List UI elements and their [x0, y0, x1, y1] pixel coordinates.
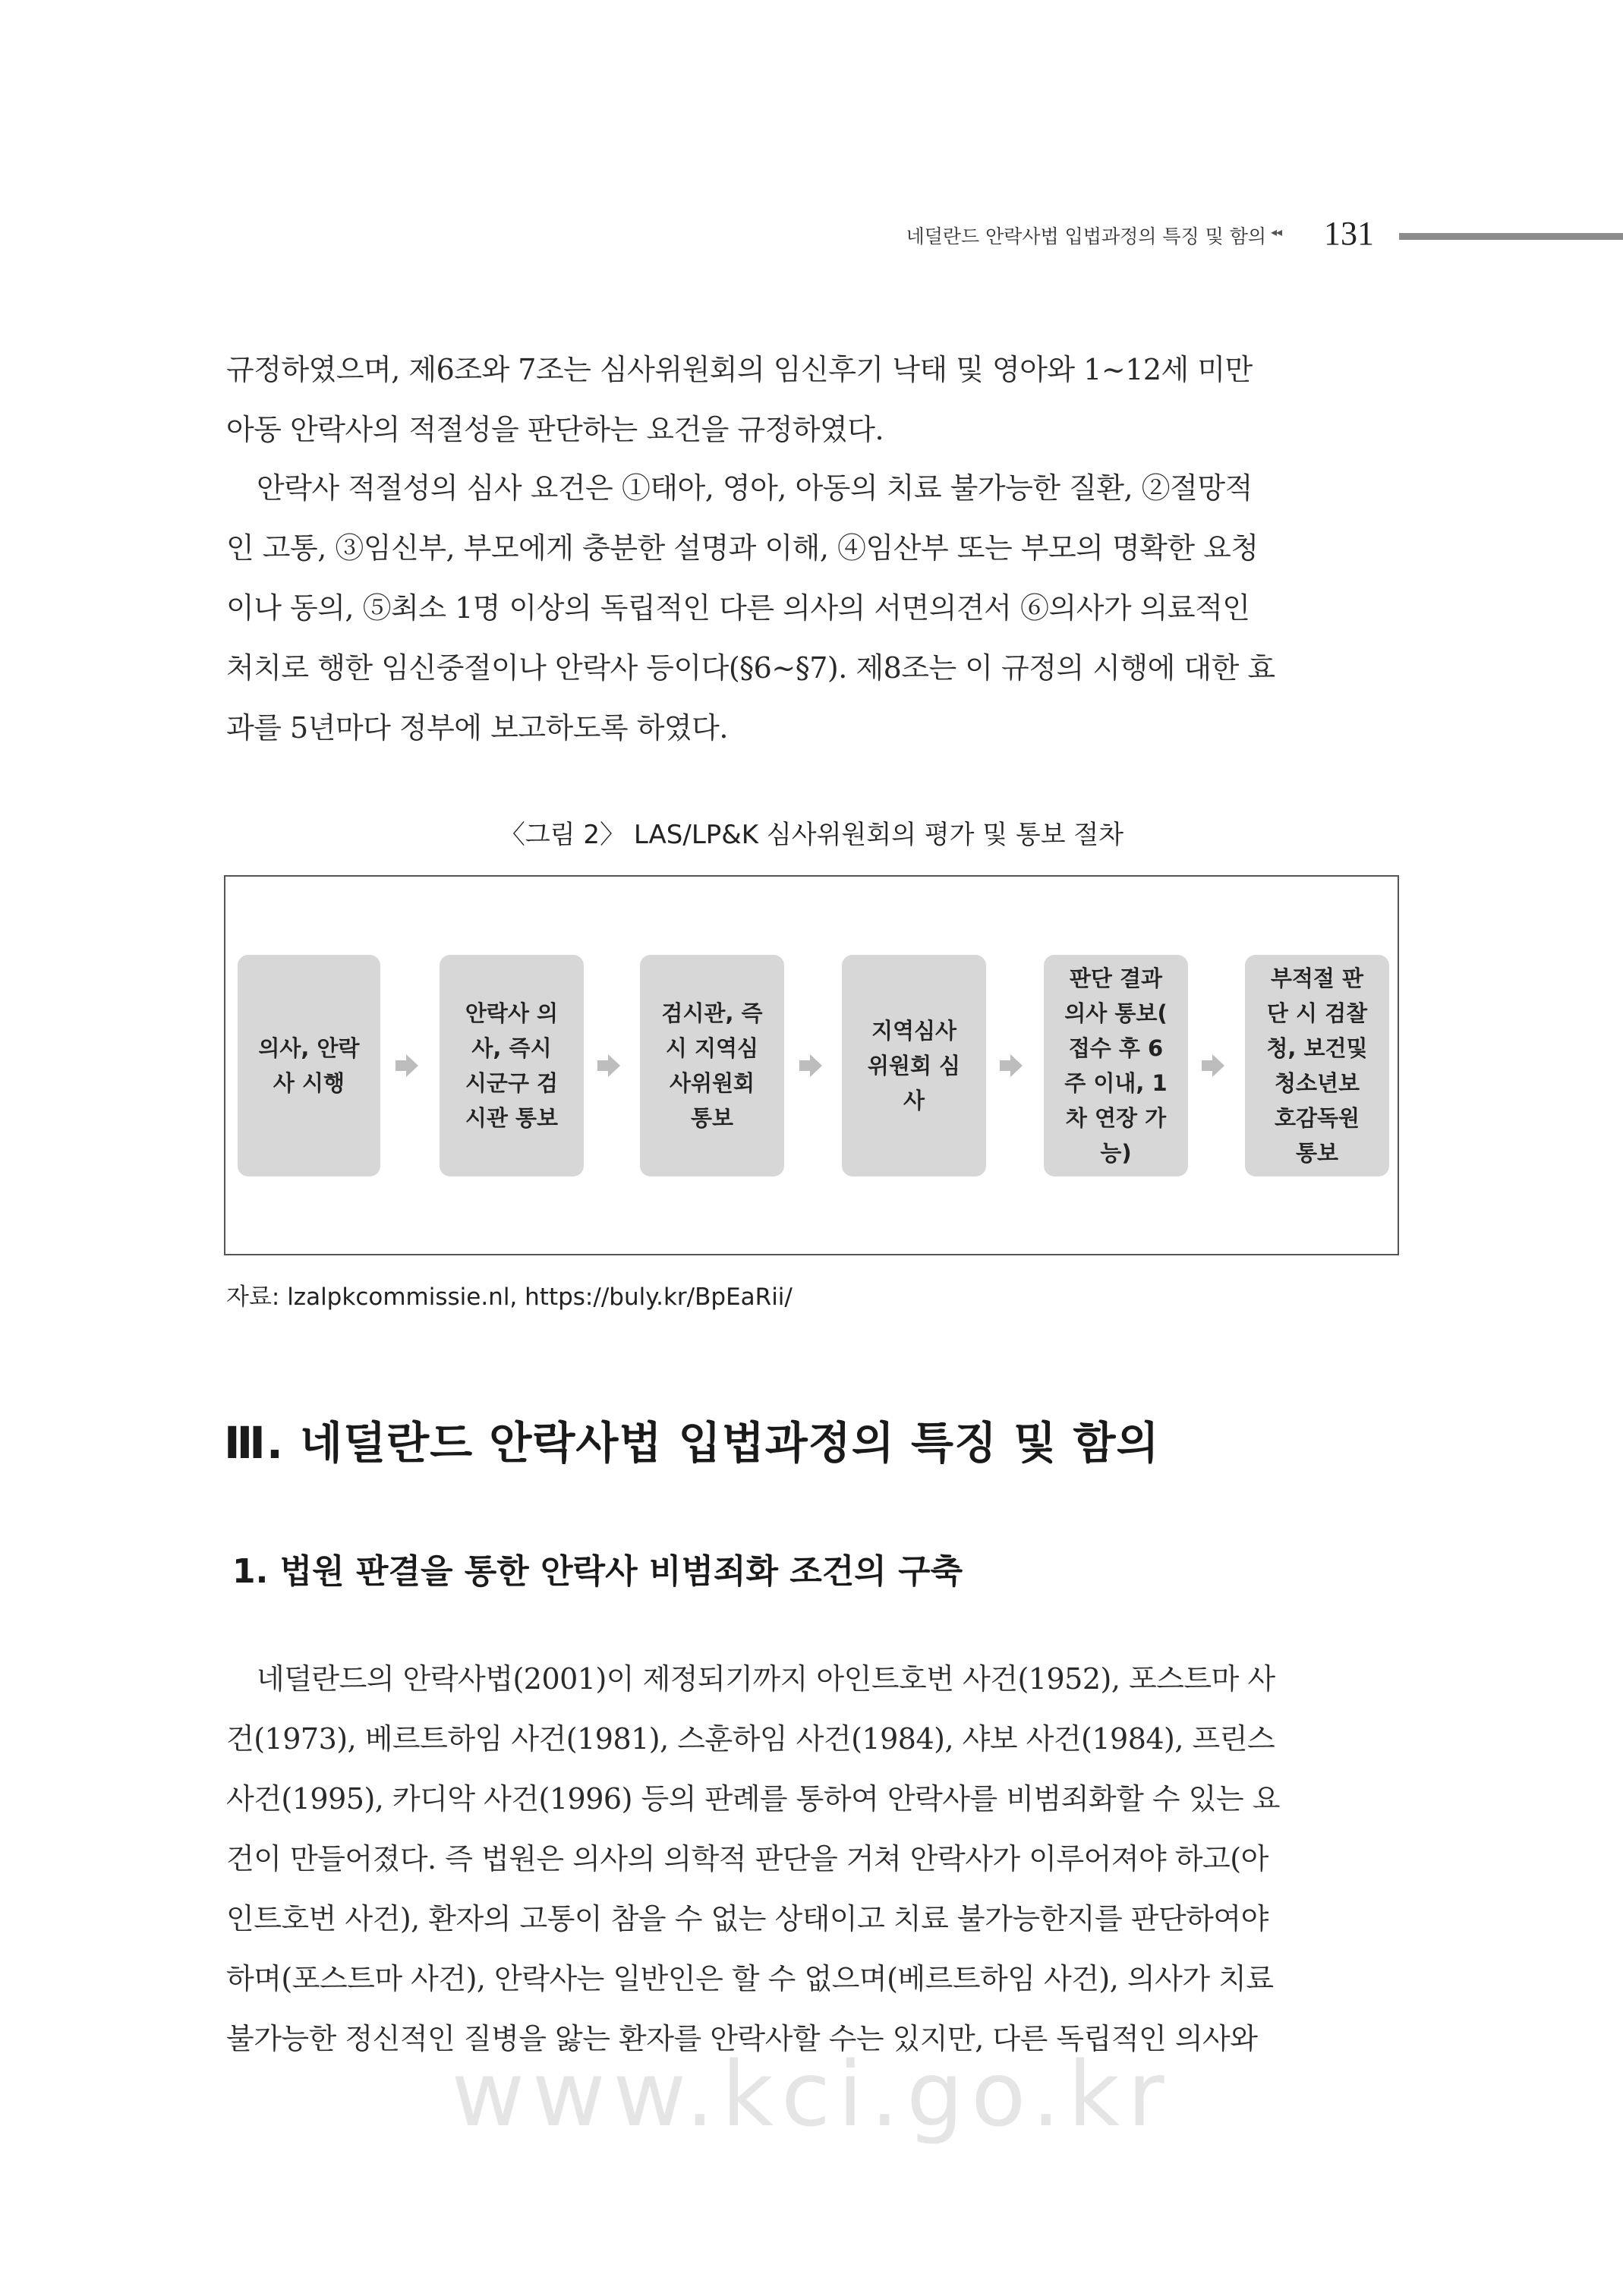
paragraph-line: 처치로 행한 임신중절이나 안락사 등이다(§6~§7). 제8조는 이 규정의 시행에 대한 효: [226, 651, 1275, 685]
paragraph-line: 아동 안락사의 적절성을 판단하는 요건을 규정하였다.: [226, 413, 884, 446]
flow-step-4: [842, 955, 986, 1176]
step-text-line: 단 시 검찰: [1266, 1000, 1368, 1026]
step-text-line: 의사 통보(: [1064, 1000, 1168, 1026]
paragraph-3: [226, 1649, 1401, 2069]
step-text-line: 부적절 판: [1270, 965, 1364, 991]
step-text-line: 차 연장 가: [1065, 1105, 1167, 1131]
paragraph-line: 규정하였으며, 제6조와 7조는 심사위원회의 임신후기 낙태 및 영아와 1~12세 미만: [226, 353, 1253, 386]
step-text-line: 시군구 검: [465, 1070, 559, 1096]
running-header: [0, 214, 1623, 260]
step-text-line: 지역심사: [871, 1018, 957, 1044]
step-text-line: 접수 후 6: [1068, 1035, 1164, 1061]
step-text-line: 사위원회: [669, 1070, 755, 1096]
step-text-line: 청, 보건및: [1266, 1035, 1368, 1061]
arrow-right-icon: [1000, 1053, 1023, 1079]
flow-step-5: [1044, 955, 1188, 1176]
step-text-line: 위원회 심: [867, 1053, 961, 1079]
arrow-right-icon: [799, 1053, 822, 1079]
paragraph-1: [226, 340, 1401, 460]
process-flow-figure: [224, 875, 1399, 1255]
step-text-line: 호감독원: [1274, 1105, 1360, 1131]
flow-step-6: [1245, 955, 1389, 1176]
step-text-line: 통보: [690, 1105, 733, 1131]
step-text-line: 주 이내, 1: [1064, 1070, 1168, 1096]
paragraph-line: 인 고통, ③임신부, 부모에게 충분한 설명과 이해, ④임산부 또는 부모의 명확한 요청: [226, 531, 1259, 565]
header-rule: [1399, 233, 1623, 240]
step-text-line: 청소년보: [1274, 1070, 1360, 1096]
paragraph-2: [226, 458, 1401, 758]
double-arrow-left-icon: ◂◂: [1271, 225, 1282, 239]
step-text-line: 검시관, 즉: [661, 1000, 763, 1026]
paragraph-line: 이나 동의, ⑤최소 1명 이상의 독립적인 다른 의사의 서면의견서 ⑥의사가 의료적인: [226, 591, 1250, 625]
flow-step-1: [238, 955, 380, 1176]
paragraph-line: 건이 만들어졌다. 즉 법원은 의사의 의학적 판단을 거쳐 안락사가 이루어져야 하고(아: [226, 1842, 1268, 1876]
paragraph-line: 건(1973), 베르트하임 사건(1981), 스훈하임 사건(1984), 샤보 사건(1984), 프린스: [226, 1722, 1275, 1756]
page-number: 131: [1324, 215, 1374, 252]
step-text-line: 의사, 안락: [258, 1035, 360, 1061]
watermark: www.kci.go.kr: [451, 2042, 1172, 2146]
step-text-line: 능): [1100, 1140, 1132, 1166]
paragraph-line: 인트호번 사건), 환자의 고통이 참을 수 없는 상태이고 치료 불가능한지를 판단하여야: [226, 1902, 1268, 1935]
paragraph-line: 사건(1995), 카디악 사건(1996) 등의 판례를 통하여 안락사를 비범죄화할 수 있는 요: [226, 1782, 1280, 1816]
running-title: 네덜란드 안락사법 입법과정의 특징 및 함의: [906, 225, 1266, 247]
paragraph-line: 네덜란드의 안락사법(2001)이 제정되기까지 아인트호번 사건(1952), 포스트마 사: [257, 1662, 1275, 1696]
paragraph-line: 하며(포스트마 사건), 안락사는 일반인은 할 수 없으며(베르트하임 사건), 의사가 치료: [226, 1962, 1274, 1995]
step-text-line: 안락사 의: [465, 1000, 559, 1026]
step-text-line: 사: [903, 1088, 925, 1113]
arrow-right-icon: [597, 1053, 620, 1079]
step-text-line: 판단 결과: [1069, 965, 1163, 991]
figure-caption: 〈그림 2〉 LAS/LP&K 심사위원회의 평가 및 통보 절차: [499, 820, 1124, 850]
paragraph-line: 안락사 적절성의 심사 요건은 ①태아, 영아, 아동의 치료 불가능한 질환, ②절망적: [257, 471, 1253, 505]
step-text-line: 시관 통보: [465, 1105, 559, 1131]
step-text-line: 사 시행: [273, 1070, 345, 1096]
step-text-line: 시 지역심: [665, 1035, 759, 1061]
figure-source: 자료: lzalpkcommissie.nl, https://buly.kr/BpEaRii/: [226, 1283, 793, 1311]
paragraph-line: 불가능한 정신적인 질병을 앓는 환자를 안락사할 수는 있지만, 다른 독립적인 의사와: [226, 2022, 1258, 2055]
arrow-right-icon: [396, 1053, 418, 1079]
flow-step-3: [640, 955, 784, 1176]
step-text-line: 통보: [1295, 1140, 1338, 1166]
paragraph-line: 과를 5년마다 정부에 보고하도록 하였다.: [226, 711, 728, 745]
flow-step-2: [440, 955, 584, 1176]
step-text-line: 사, 즉시: [471, 1035, 552, 1061]
arrow-right-icon: [1202, 1053, 1224, 1079]
section-heading: Ⅲ. 네덜란드 안락사법 입법과정의 특징 및 함의: [224, 1417, 1160, 1469]
subsection-heading: 1. 법원 판결을 통한 안락사 비범죄화 조건의 구축: [232, 1552, 963, 1591]
